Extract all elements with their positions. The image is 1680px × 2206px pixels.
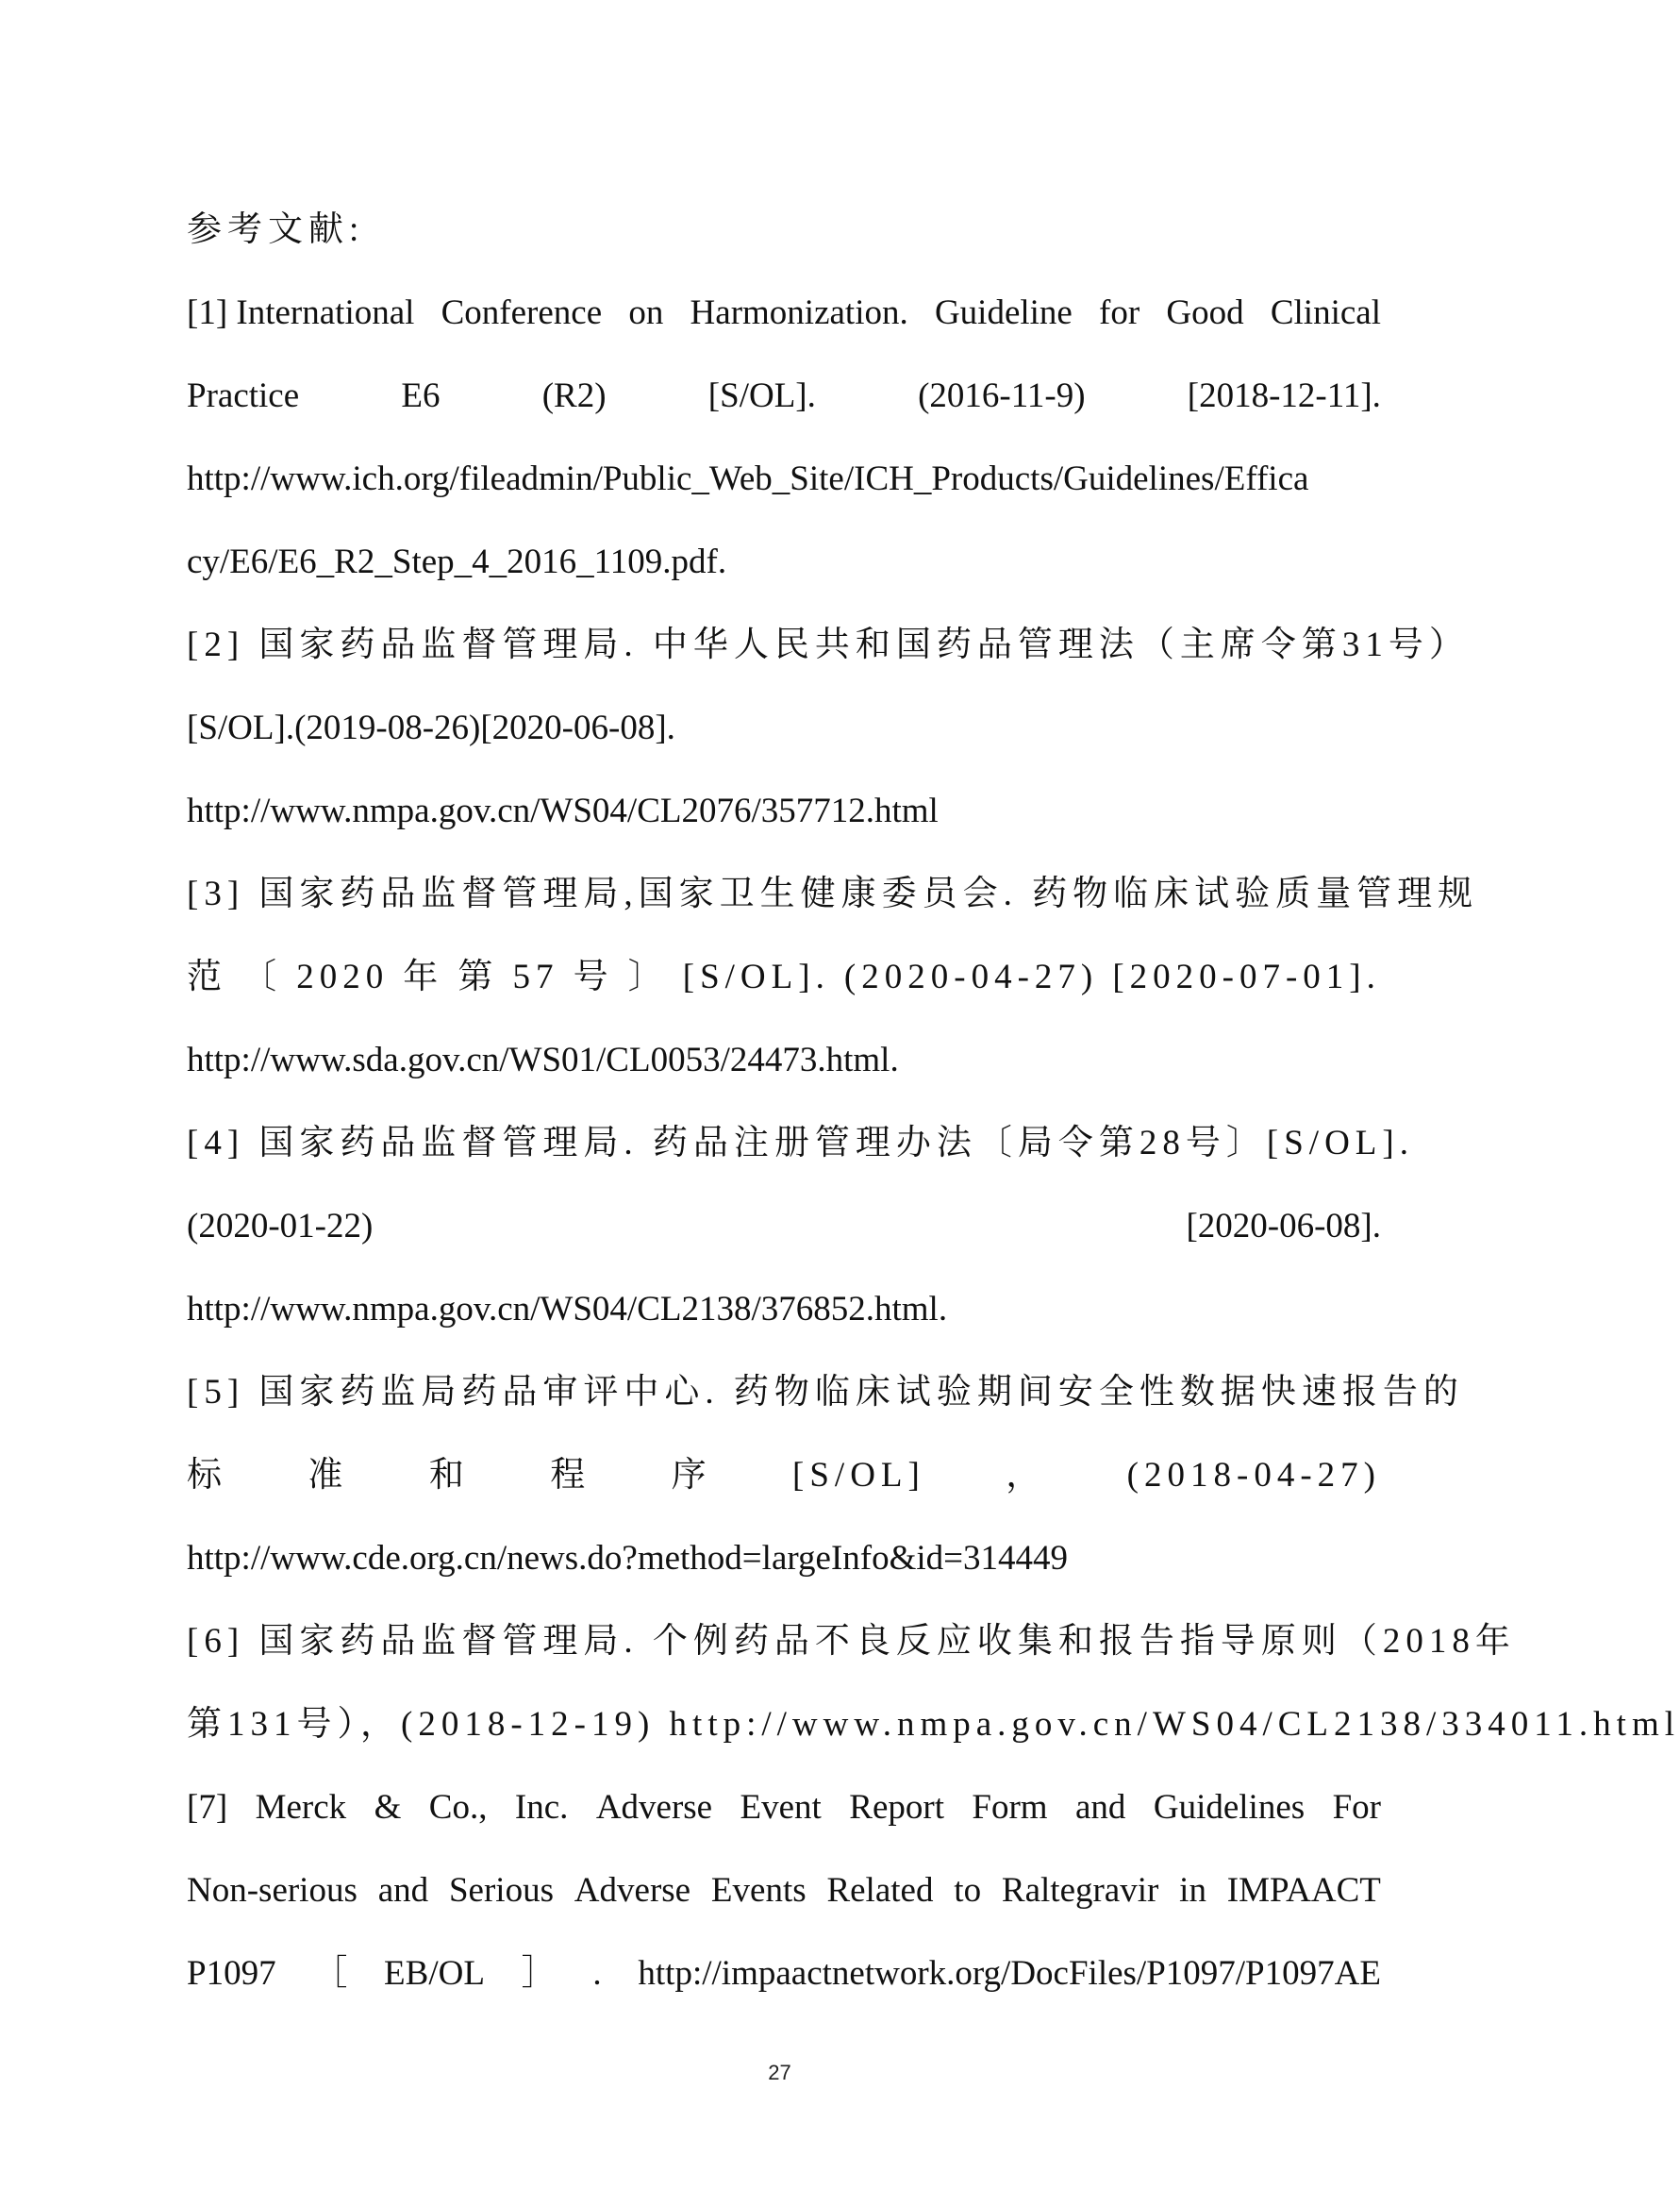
- reference-text-segment: Events: [710, 1871, 807, 1910]
- reference-text-segment: Form: [972, 1788, 1048, 1827]
- reference-line: http://www.sda.gov.cn/WS01/CL0053/24473.html.: [187, 1041, 899, 1079]
- reference-text-segment: [1] International: [187, 293, 415, 332]
- references-section: [187, 198, 1680, 2025]
- reference-text-segment: IMPAACT: [1226, 1871, 1381, 1910]
- reference-text-segment: http://impaactnetwork.org/DocFiles/P1097/P1097AE: [638, 1954, 1381, 1993]
- reference-line: http://www.nmpa.gov.cn/WS04/CL2076/357712.html: [187, 792, 939, 830]
- reference-text-segment: in: [1179, 1871, 1206, 1910]
- reference-text-segment: [2020-07-01].: [1112, 958, 1381, 996]
- reference-text-segment: 2020: [296, 958, 390, 996]
- reference-text-segment: [2020-06-08].: [1186, 1207, 1381, 1245]
- reference-text-segment: on: [628, 293, 664, 332]
- reference-text-segment: (2020-01-22): [187, 1207, 374, 1245]
- reference-text-segment: ，: [1006, 1456, 1047, 1495]
- reference-line: [S/OL].(2019-08-26)[2020-06-08].: [187, 709, 675, 747]
- reference-text-segment: Adverse: [574, 1871, 691, 1910]
- reference-text-segment: Event: [740, 1788, 822, 1827]
- reference-text-segment: 号: [573, 958, 614, 996]
- reference-text-segment: Clinical: [1270, 293, 1381, 332]
- reference-line: [187, 945, 1381, 1028]
- reference-text-segment: [S/OL].: [707, 376, 816, 415]
- reference-text-segment: Conference: [441, 293, 603, 332]
- reference-line: [4] 国家药品监督管理局. 药品注册管理办法〔局令第28号〕[S/OL].: [187, 1124, 1414, 1162]
- reference-text-segment: (2020-04-27): [843, 958, 1099, 996]
- reference-text-segment: ［: [312, 1954, 348, 1993]
- reference-text-segment: Co.,: [428, 1788, 488, 1827]
- reference-text-segment: [2018-12-11].: [1187, 376, 1381, 415]
- reference-text-segment: 标: [187, 1456, 227, 1495]
- reference-line: cy/E6/E6_R2_Step_4_2016_1109.pdf.: [187, 543, 727, 581]
- reference-text-segment: 〕: [627, 958, 669, 996]
- reference-text-segment: Harmonization.: [690, 293, 908, 332]
- reference-text-segment: for: [1099, 293, 1140, 332]
- reference-line: [187, 1444, 1381, 1527]
- reference-line: [187, 281, 1381, 364]
- reference-text-segment: Inc.: [514, 1788, 569, 1827]
- reference-line: [5] 国家药监局药品审评中心. 药物临床试验期间安全性数据快速报告的: [187, 1373, 1464, 1412]
- reference-text-segment: (R2): [541, 376, 607, 415]
- reference-text-segment: For: [1332, 1788, 1381, 1827]
- reference-text-segment: and: [1075, 1788, 1126, 1827]
- reference-text-segment: Non-serious: [187, 1871, 358, 1910]
- reference-text-segment: 57: [512, 958, 559, 996]
- reference-line: http://www.nmpa.gov.cn/WS04/CL2138/376852.html.: [187, 1290, 948, 1329]
- reference-text-segment: &: [374, 1788, 402, 1827]
- reference-text-segment: 序: [671, 1456, 712, 1495]
- reference-text-segment: E6: [401, 376, 441, 415]
- reference-line: [187, 1859, 1381, 1942]
- reference-text-segment: Report: [849, 1788, 944, 1827]
- reference-text-segment: Adverse: [595, 1788, 713, 1827]
- reference-text-segment: [S/OL]: [792, 1456, 925, 1495]
- reference-text-segment: Guideline: [934, 293, 1073, 332]
- reference-line: [187, 1195, 1381, 1278]
- reference-text-segment: Serious: [448, 1871, 554, 1910]
- reference-text-segment: .: [592, 1954, 602, 1993]
- reference-text-segment: [S/OL].: [682, 958, 830, 996]
- reference-line: http://www.cde.org.cn/news.do?method=largeInfo&id=314449: [187, 1539, 1069, 1578]
- reference-text-segment: Guidelines: [1153, 1788, 1306, 1827]
- reference-line: [187, 1942, 1381, 2025]
- reference-text-segment: to: [954, 1871, 982, 1910]
- reference-text-segment: Good: [1166, 293, 1244, 332]
- reference-text-segment: P1097: [187, 1954, 276, 1993]
- reference-text-segment: 〔: [241, 958, 283, 996]
- reference-text-segment: 程: [550, 1456, 591, 1495]
- reference-text-segment: ］: [521, 1954, 557, 1993]
- reference-text-segment: Merck: [255, 1788, 347, 1827]
- reference-text-segment: (2016-11-9): [918, 376, 1086, 415]
- reference-text-segment: 第: [457, 958, 499, 996]
- reference-line: http://www.ich.org/fileadmin/Public_Web_Site/ICH_Products/Guidelines/Effica: [187, 460, 1309, 498]
- reference-line: [2] 国家药品监督管理局. 中华人民共和国药品管理法（主席令第31号）: [187, 626, 1470, 664]
- reference-text-segment: 和: [428, 1456, 470, 1495]
- references-heading: 参考文献:: [187, 210, 365, 249]
- reference-list: [187, 281, 1680, 2025]
- reference-text-segment: EB/OL: [384, 1954, 485, 1993]
- reference-text-segment: Practice: [187, 376, 300, 415]
- reference-text-segment: 准: [308, 1456, 349, 1495]
- reference-text-segment: and: [377, 1871, 429, 1910]
- reference-line: [187, 1776, 1381, 1859]
- reference-text-segment: (2018-04-27): [1126, 1456, 1381, 1495]
- reference-text-segment: 年: [403, 958, 444, 996]
- reference-line: [6] 国家药品监督管理局. 个例药品不良反应收集和报告指导原则（2018年: [187, 1622, 1516, 1661]
- reference-text-segment: [7]: [187, 1788, 228, 1827]
- reference-line: [3] 国家药品监督管理局,国家卫生健康委员会. 药物临床试验质量管理规: [187, 875, 1479, 913]
- reference-text-segment: Raltegravir: [1001, 1871, 1159, 1910]
- reference-line: 第131号），(2018-12-19) http://www.nmpa.gov.cn/WS04/CL2138/334011.html: [187, 1705, 1680, 1744]
- reference-line: [187, 364, 1381, 447]
- reference-text-segment: 范: [187, 958, 227, 996]
- page-number: 27: [768, 2061, 791, 2084]
- reference-text-segment: Related: [826, 1871, 934, 1910]
